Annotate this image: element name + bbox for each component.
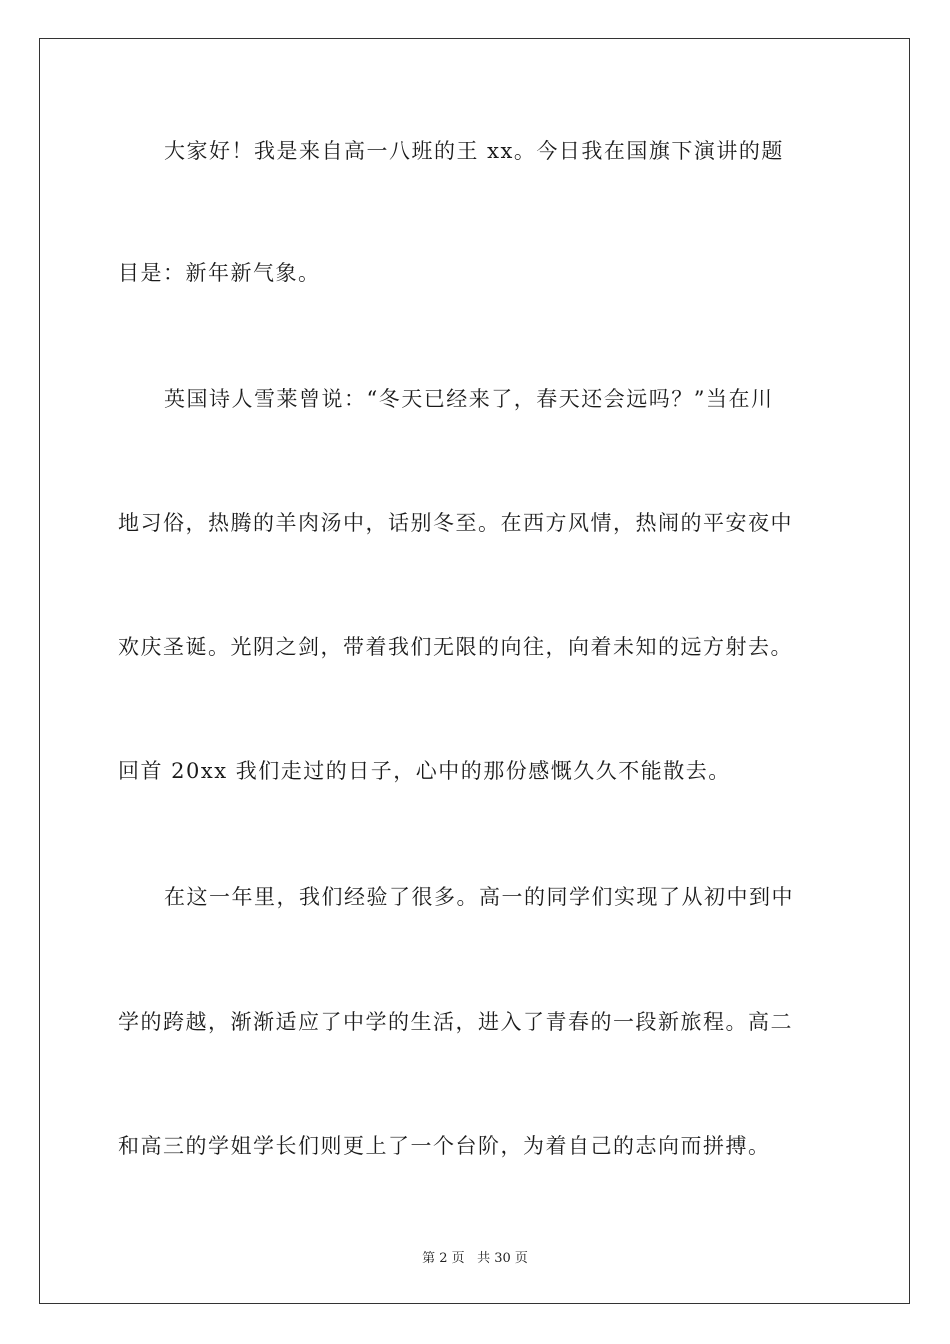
paragraph-line: 回首 20xx 我们走过的日子，心中的那份感慨久久不能散去。 [118,759,731,783]
page-number: 第 2 页 [422,1251,465,1266]
paragraph-line: 欢庆圣诞。光阴之剑，带着我们无限的向往，向着未知的远方射去。 [118,635,793,659]
page-frame [39,38,910,1304]
paragraph-line: 在这一年里，我们经验了很多。高一的同学们实现了从初中到中 [164,885,794,909]
paragraph-line: 目是：新年新气象。 [118,261,321,285]
page-footer [0,1247,950,1266]
paragraph-line: 大家好！我是来自高一八班的王 xx。今日我在国旗下演讲的题 [164,139,784,163]
paragraph-line: 英国诗人雪莱曾说：“冬天已经来了，春天还会远吗？”当在川 [164,387,774,411]
page-total: 共 30 页 [477,1251,528,1266]
paragraph-line: 和高三的学姐学长们则更上了一个台阶，为着自己的志向而拼搏。 [118,1134,771,1158]
paragraph-line: 学的跨越，渐渐适应了中学的生活，进入了青春的一段新旅程。高二 [118,1010,793,1034]
paragraph-line: 地习俗，热腾的羊肉汤中，话别冬至。在西方风情，热闹的平安夜中 [118,511,793,535]
